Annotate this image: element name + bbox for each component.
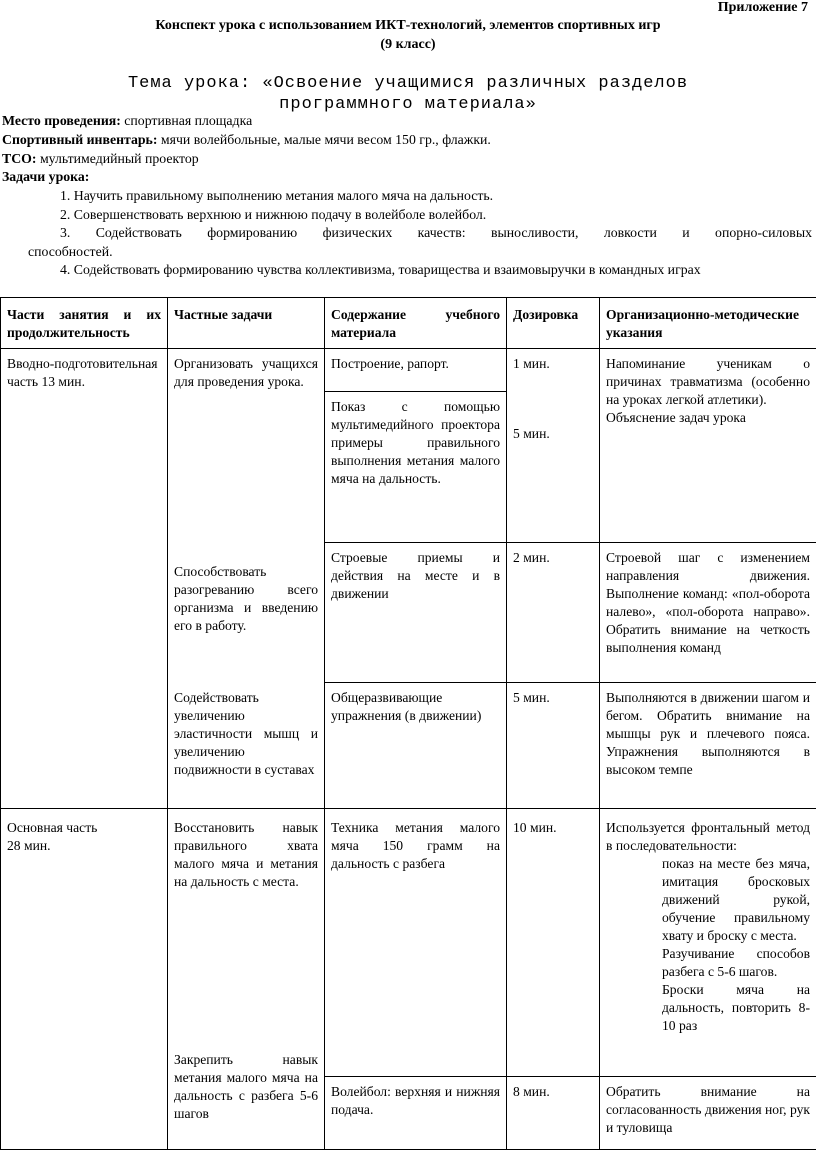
notes-cell: Используется фронтальный метод в последовательности: показ на месте без мяча, имитация бросковых движений рукой, обучение правильному хвату и броску с места. Разучивание способов разбега с 5-6 шагов. Броски мяча на дальность, повторить 8-10 раз [600,809,816,1077]
lesson-plan-table [0,297,816,1150]
lesson-topic-line1: Тема урока: «Освоение учащимися различных разделов [127,74,689,93]
notes-cell: Строевой шаг с изменением направления движения. Выполнение команд: «пол-оборота налево», «пол-оборота направо». Обратить внимание на четкость выполнения команд [600,543,816,683]
task-cell: Закрепить навык метания малого мяча на дальность с разбега 5-6 шагов [168,1077,325,1150]
tso-row [2,150,812,169]
part-cell: Вводно-подготовительная часть 13 мин. [1,349,168,809]
content-cell: Волейбол: верхняя и нижняя подача. [325,1077,507,1150]
tasks-heading: Задачи урока: [2,169,90,184]
dose-cell: 2 мин. [507,543,600,683]
content-cell: Строевые приемы и действия на месте и в движении [325,543,507,683]
task-item: 4. Содействовать формированию чувства коллективизма, товарищества и взаимовыручки в командных играх [60,262,701,277]
place-label: Место проведения: [2,113,121,128]
table-row [1,349,816,543]
grade-label: (9 класс) [380,37,436,52]
content-cell: Построение, рапорт. Показ с помощью мультимедийного проектора примеры правильного выполнения метания малого мяча на дальность. [325,349,507,543]
equipment-value: мячи волейбольные, малые мячи весом 150 гр., флажки. [157,132,491,147]
equipment-row [2,131,812,150]
equipment-label: Спортивный инвентарь: [2,132,158,147]
table-row [1,809,816,1077]
task-item: 3. Содействовать формированию физических качеств: выносливости, ловкости и опорно-силовых [60,225,812,240]
task-cell: Содействовать увеличению эластичности мышц и увеличению подвижности в суставах [168,683,325,809]
task-cell: Способствовать разогреванию всего организма и введению его в работу. [168,543,325,683]
table-header-row [1,298,816,349]
task-cell: Организовать учащихся для проведения урока. [168,349,325,543]
place-row [2,112,812,131]
task-cell: Восстановить навык правильного хвата малого мяча и метания на дальность с места. [168,809,325,1077]
dose-cell: 10 мин. [507,809,600,1077]
content-cell: Техника метания малого мяча 150 грамм на дальность с разбега [325,809,507,1077]
task-item-continuation: способностей. [28,243,113,259]
notes-cell: Выполняются в движении шагом и бегом. Обратить внимание на мышцы рук и плечевого пояса. Упражнения выполняются в высоком темпе [600,683,816,809]
header-cell: Части занятия и их продолжительность [1,298,168,349]
header-cell: Содержание учебного материала [325,298,507,349]
lesson-topic-line2: программного материала» [279,95,537,114]
dose-cell: 1 мин. 5 мин. [507,349,600,543]
tasks-list [28,187,812,280]
notes-cell: Обратить внимание на согласованность движения ног, рук и туловища [600,1077,816,1150]
place-value: спортивная площадка [120,113,253,128]
document-title: Конспект урока с использованием ИКТ-технологий, элементов спортивных игр [155,18,661,33]
tso-value: мультимедийный проектор [36,151,199,166]
task-item: 2. Совершенствовать верхнюю и нижнюю подачу в волейболе волейбол. [60,206,487,222]
dose-cell: 8 мин. [507,1077,600,1150]
header-cell: Дозировка [507,298,600,349]
content-cell: Общеразвивающие упражнения (в движении) [325,683,507,809]
part-cell: Основная часть 28 мин. [1,809,168,1150]
appendix-label: Приложение 7 [717,0,808,15]
header-cell: Организационно-методические указания [600,298,816,349]
task-item: 1. Научить правильному выполнению метания малого мяча на дальность. [60,188,494,203]
dose-cell: 5 мин. [507,683,600,809]
notes-cell: Напоминание ученикам о причинах травматизма (особенно на уроках легкой атлетики). Объяснение задач урока [600,349,816,543]
header-cell: Частные задачи [168,298,325,349]
tso-label: ТСО: [2,151,37,166]
